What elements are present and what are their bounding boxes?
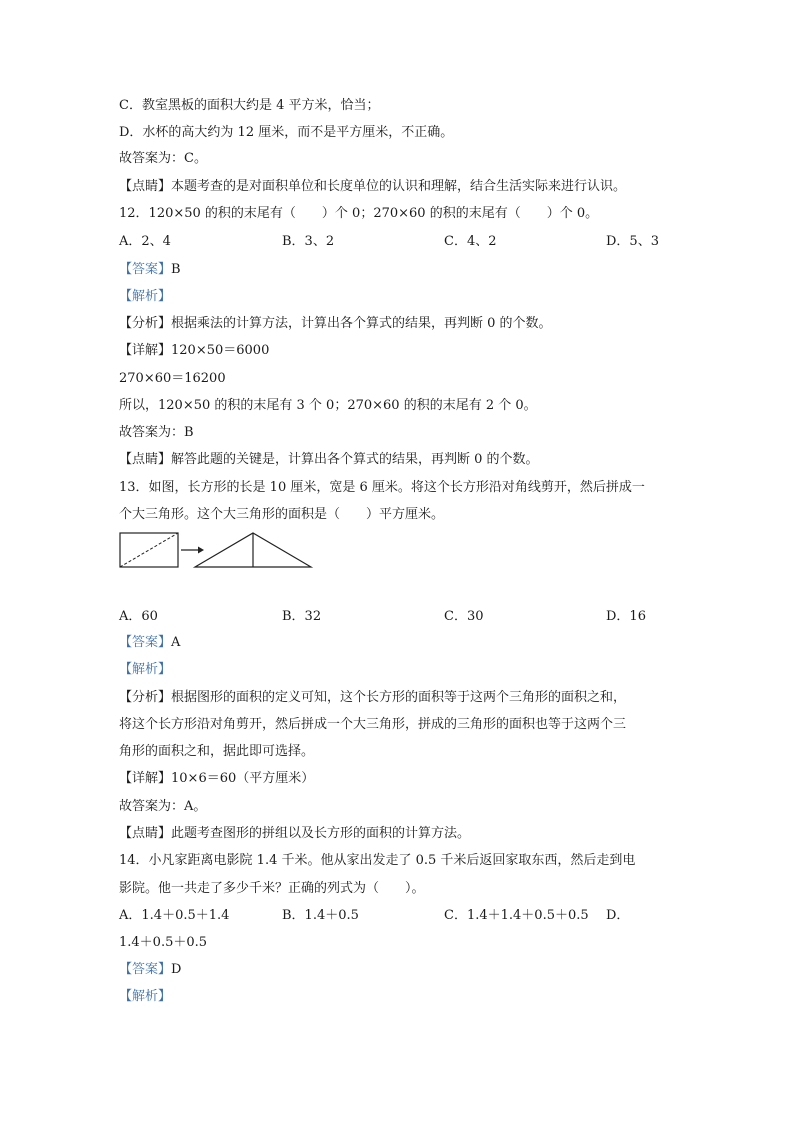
line-answer-c: 故答案为：C。 [119, 151, 207, 166]
q14-option-d: D． [606, 908, 630, 923]
dianjing-tag: 【点睛】 [119, 826, 172, 841]
diagonal-dashed-line [120, 533, 178, 567]
answer-value: D [171, 962, 182, 977]
q14-answer [119, 961, 181, 979]
answer-value: B [171, 262, 181, 277]
q13-option-c: C．30 [444, 609, 484, 624]
q12-xiangjie-2: 270×60＝16200 [119, 371, 226, 386]
question-12: 12．120×50 的积的末尾有（ ）个 0；270×60 的积的末尾有（ ）个 0。 [119, 206, 599, 221]
q12-answer [119, 261, 181, 279]
q12-final-answer: 故答案为：B [119, 425, 194, 440]
q13-fenxi-2: 将这个长方形沿对角剪开，然后拼成一个大三角形，拼成的三角形的面积也等于这两个三 [119, 717, 627, 732]
dianjing-text: 解答此题的关键是，计算出各个算式的结果，再判断 0 的个数。 [171, 452, 539, 467]
fenxi-text: 根据乘法的计算方法，计算出各个算式的结果，再判断 0 的个数。 [171, 316, 552, 331]
fenxi-text: 根据图形的面积的定义可知，这个长方形的面积等于这两个三角形的面积之和， [171, 690, 627, 705]
q14-option-b: B．1.4＋0.5 [282, 908, 359, 923]
q12-option-a: A．2、4 [119, 234, 171, 249]
q12-xiangjie-3: 所以，120×50 的积的末尾有 3 个 0；270×60 的积的末尾有 2 个 0。 [119, 398, 537, 413]
q13-option-a: A．60 [119, 609, 158, 624]
q12-jiexi: 【解析】 [119, 289, 172, 304]
q14-option-d-continued: 1.4＋0.5＋0.5 [119, 935, 208, 950]
q14-jiexi: 【解析】 [119, 989, 172, 1004]
question-13-line1: 13．如图，长方形的长是 10 厘米，宽是 6 厘米。将这个长方形沿对角线剪开，然后拼成一 [119, 480, 645, 495]
line-c-option: C．教室黑板的面积大约是 4 平方米，恰当； [119, 98, 380, 113]
question-14-line2: 影院。他一共走了多少千米？正确的列式为（ ）。 [119, 881, 425, 896]
q13-jiexi: 【解析】 [119, 662, 172, 677]
q13-final-answer: 故答案为：A。 [119, 799, 207, 814]
q12-option-b: B．3、2 [282, 234, 335, 249]
dianjing-text: 此题考查图形的拼组以及长方形的面积的计算方法。 [171, 826, 471, 841]
rectangle-to-triangle-figure [119, 530, 319, 572]
answer-tag: 【答案】 [119, 635, 172, 650]
q12-option-c: C．4、2 [444, 234, 497, 249]
line-dianjing-11 [119, 178, 626, 196]
answer-tag: 【答案】 [119, 962, 172, 977]
q14-option-c: C．1.4＋1.4＋0.5＋0.5 [444, 908, 589, 923]
dianjing-tag: 【点睛】 [119, 179, 172, 194]
q13-option-d: D．16 [606, 609, 646, 624]
q13-dianjing [119, 825, 470, 843]
xiangjie-tag: 【详解】 [119, 343, 172, 358]
xiangjie-tag: 【详解】 [119, 771, 172, 786]
dianjing-tag: 【点睛】 [119, 452, 172, 467]
line-d-option: D．水杯的高大约为 12 厘米，而不是平方厘米，不正确。 [119, 125, 454, 140]
fenxi-tag: 【分析】 [119, 316, 172, 331]
q13-xiangjie [119, 770, 314, 788]
answer-value: A [171, 635, 181, 650]
q13-answer [119, 634, 180, 652]
xiangjie-text: 120×50＝6000 [171, 343, 270, 358]
q13-option-b: B．32 [282, 609, 322, 624]
xiangjie-text: 10×6＝60（平方厘米） [171, 771, 315, 786]
question-13-line2: 个大三角形。这个大三角形的面积是（ ）平方厘米。 [119, 507, 445, 522]
q12-dianjing [119, 451, 539, 469]
q12-xiangjie [119, 342, 269, 360]
q13-fenxi [119, 689, 626, 707]
q12-option-d: D．5、3 [606, 234, 659, 249]
q12-fenxi [119, 315, 552, 333]
answer-tag: 【答案】 [119, 262, 172, 277]
q14-option-a: A．1.4＋0.5＋1.4 [119, 908, 230, 923]
dianjing-text: 本题考查的是对面积单位和长度单位的认识和理解，结合生活实际来进行认识。 [171, 179, 627, 194]
fenxi-tag: 【分析】 [119, 690, 172, 705]
q13-fenxi-3: 角形的面积之和，据此即可选择。 [119, 744, 315, 759]
question-14-line1: 14．小凡家距离电影院 1.4 千米。他从家出发走了 0.5 千米后返回家取东西，然后走到电 [119, 853, 636, 868]
arrow-head-icon [198, 547, 204, 554]
